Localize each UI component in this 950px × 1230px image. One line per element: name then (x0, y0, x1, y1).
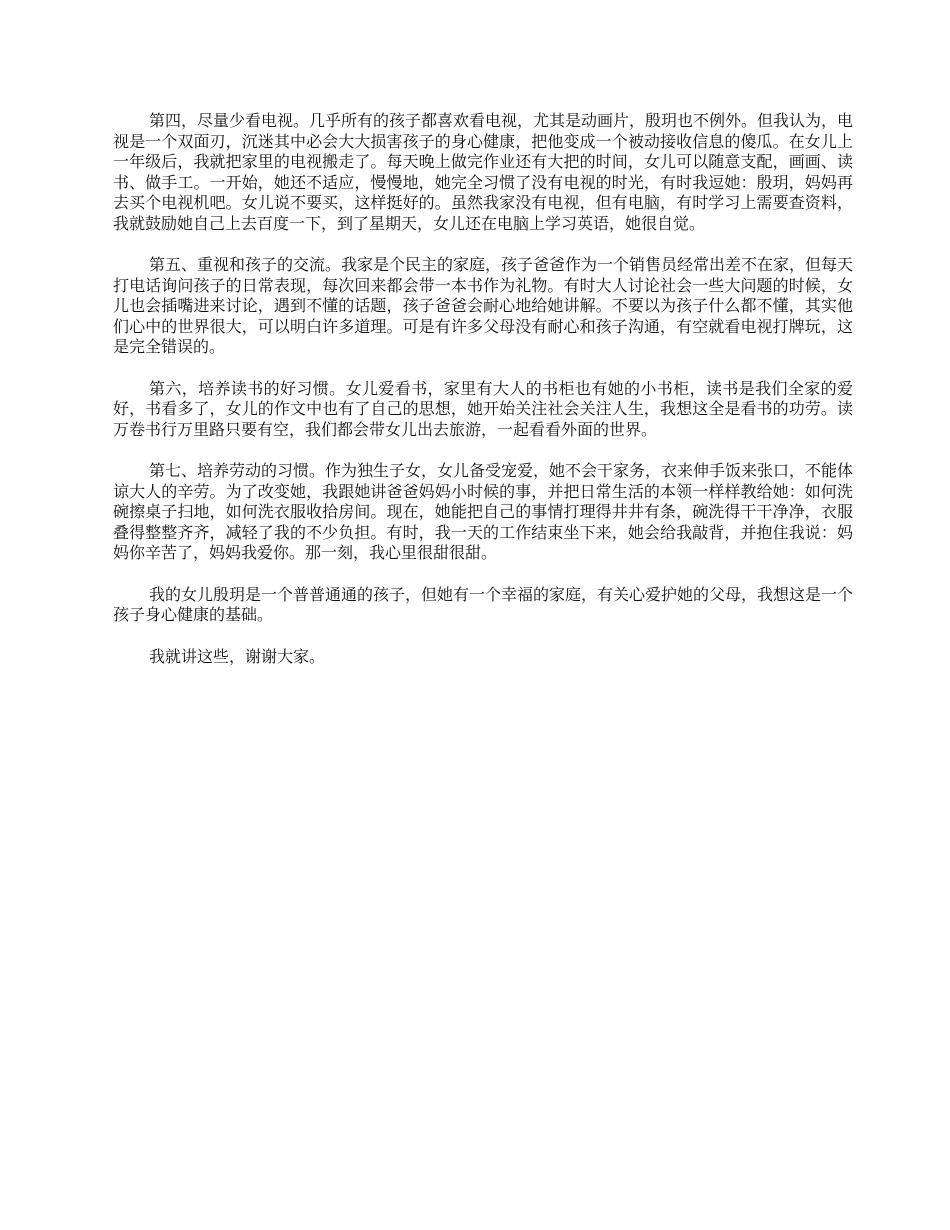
paragraph-conclusion: 我的女儿殷玥是一个普普通通的孩子，但她有一个幸福的家庭，有关心爱护她的父母，我想这是一个孩子身心健康的基础。 (113, 584, 854, 624)
paragraph-closing: 我就讲这些，谢谢大家。 (149, 646, 326, 666)
paragraph-communication: 第五、重视和孩子的交流。我家是个民主的家庭，孩子爸爸作为一个销售员经常出差不在家，但每天打电话询问孩子的日常表现，每次回来都会带一本书作为礼物。有时大人讨论社会一些大问题的时候，女儿也会插嘴进来讨论，遇到不懂的话题，孩子爸爸会耐心地给她讲解。不要以为孩子什么都不懂，其实他们心中的世界很大，可以明白许多道理。可是有许多父母没有耐心和孩子沟通，有空就看电视打牌玩，这是完全错误的。 (113, 255, 854, 356)
paragraph-labor: 第七、培养劳动的习惯。作为独生子女，女儿备受宠爱，她不会干家务，衣来伸手饭来张口，不能体谅大人的辛劳。为了改变她，我跟她讲爸爸妈妈小时候的事，并把日常生活的本领一样样教给她：如何洗碗擦桌子扫地，如何洗衣服收拾房间。现在，她能把自己的事情打理得井井有条，碗洗得干干净净，衣服叠得整整齐齐，减轻了我的不少负担。有时，我一天的工作结束坐下来，她会给我敲背，并抱住我说：妈妈你辛苦了，妈妈我爱你。那一刻，我心里很甜很甜。 (113, 461, 854, 562)
paragraph-television: 第四，尽量少看电视。几乎所有的孩子都喜欢看电视，尤其是动画片，殷玥也不例外。但我认为，电视是一个双面刃，沉迷其中必会大大损害孩子的身心健康，把他变成一个被动接收信息的傻瓜。在女儿上一年级后，我就把家里的电视搬走了。每天晚上做完作业还有大把的时间，女儿可以随意支配，画画、读书、做手工。一开始，她还不适应，慢慢地，她完全习惯了没有电视的时光，有时我逗她：殷玥，妈妈再去买个电视机吧。女儿说不要买，这样挺好的。虽然我家没有电视，但有电脑，有时学习上需要查资料，我就鼓励她自己上去百度一下，到了星期天，女儿还在电脑上学习英语，她很自觉。 (113, 111, 854, 233)
paragraph-reading: 第六，培养读书的好习惯。女儿爱看书，家里有大人的书柜也有她的小书柜，读书是我们全家的爱好，书看多了，女儿的作文中也有了自己的思想，她开始关注社会关注人生，我想这全是看书的功劳。读万卷书行万里路只要有空，我们都会带女儿出去旅游，一起看看外面的世界。 (113, 378, 853, 439)
document-body (113, 111, 853, 688)
